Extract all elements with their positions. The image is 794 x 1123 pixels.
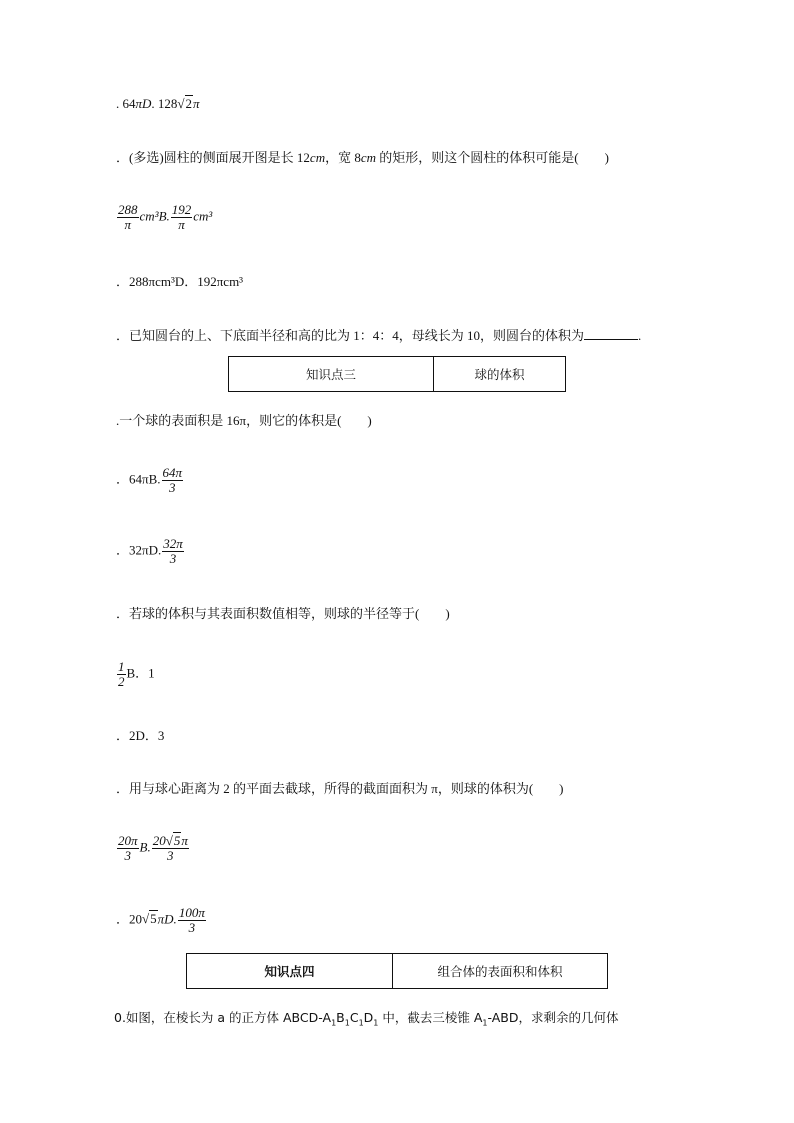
q2-text-c: 的矩形，则这个圆柱的体积可能是( ) bbox=[376, 150, 609, 165]
denominator: 3 bbox=[188, 920, 196, 935]
fraction bbox=[152, 834, 189, 863]
q7-text-a: 0.如图，在棱长为 a 的正方体 ABCD-A bbox=[114, 1010, 332, 1025]
q5-options-ab bbox=[116, 660, 155, 689]
option-prefix: . bbox=[116, 96, 120, 111]
question-6: ．用与球心距离为 2 的平面去截球，所得的截面面积为 π，则球的体积为( ) bbox=[116, 781, 564, 796]
sqrt-radical: √5 bbox=[165, 833, 181, 848]
denominator: 3 bbox=[167, 848, 174, 863]
separator: . bbox=[151, 96, 155, 111]
section-label: 知识点四 bbox=[187, 954, 393, 989]
q2-options-cd: ．288πcm³D．192πcm³ bbox=[116, 274, 244, 289]
q4-options-ab bbox=[116, 466, 184, 495]
denominator: 3 bbox=[169, 551, 177, 566]
pi-symbol: π bbox=[135, 96, 143, 111]
q2-width: 8 bbox=[354, 150, 361, 165]
option-d-coef: 128 bbox=[157, 96, 178, 111]
answer-blank[interactable] bbox=[584, 327, 638, 340]
numerator: 64π bbox=[162, 465, 183, 480]
fraction bbox=[162, 466, 184, 495]
section-topic: 组合体的表面积和体积 bbox=[393, 954, 608, 989]
pi-symbol: π bbox=[181, 833, 188, 848]
q4-options-cd bbox=[116, 537, 185, 566]
option-prefix: ．20 bbox=[116, 911, 143, 927]
q5-options-cd: ．2D．3 bbox=[116, 728, 165, 743]
q2-text-b: ，宽 bbox=[325, 150, 355, 165]
denominator: 3 bbox=[169, 480, 176, 495]
radicand: 5 bbox=[150, 911, 157, 927]
fraction bbox=[117, 660, 126, 689]
question-3 bbox=[116, 327, 641, 344]
option-prefix: ．64πB. bbox=[116, 471, 161, 487]
unit: cm³ bbox=[139, 208, 159, 224]
q7-text-c: -ABD，求剩余的几何体 bbox=[487, 1010, 619, 1025]
section-label: 知识点三 bbox=[229, 357, 434, 392]
section-topic: 球的体积 bbox=[434, 357, 566, 392]
question-4: .一个球的表面积是 16π，则它的体积是( ) bbox=[116, 413, 372, 428]
pi-symbol: π bbox=[193, 96, 200, 111]
q1-options-cd bbox=[116, 96, 200, 112]
option-c-tail: πD. bbox=[157, 911, 177, 927]
q2-length: 12 bbox=[296, 150, 310, 165]
q2-unit: cm bbox=[360, 150, 377, 165]
radicand: 2 bbox=[185, 96, 193, 111]
q6-options-ab bbox=[116, 834, 190, 863]
subscript: 1 bbox=[373, 1018, 379, 1028]
section-4-table bbox=[186, 953, 608, 989]
unit: cm³ bbox=[193, 208, 213, 224]
coef: 20 bbox=[152, 833, 166, 848]
vertex-label: C bbox=[349, 1010, 359, 1025]
numerator: 100π bbox=[178, 905, 205, 920]
numerator: 288 bbox=[118, 202, 138, 217]
q6-options-cd bbox=[116, 906, 207, 935]
subscript: 1 bbox=[331, 1018, 337, 1028]
question-5: ．若球的体积与其表面积数值相等，则球的半径等于( ) bbox=[116, 606, 450, 621]
q2-text-a: ．(多选)圆柱的侧面展开图是长 bbox=[116, 150, 297, 165]
numerator: 20π bbox=[118, 833, 138, 848]
option-d-label: D bbox=[142, 96, 152, 111]
radicand: 5 bbox=[173, 833, 181, 848]
sqrt-radical: √2 bbox=[177, 96, 193, 111]
denominator: 2 bbox=[118, 674, 125, 689]
vertex-label: B bbox=[336, 1010, 345, 1025]
fraction bbox=[117, 203, 139, 232]
numerator: 1 bbox=[118, 659, 125, 674]
denominator: π bbox=[178, 217, 185, 232]
vertex-label: D bbox=[363, 1010, 374, 1025]
option-c-value: 64 bbox=[122, 96, 136, 111]
subscript: 1 bbox=[344, 1018, 350, 1028]
question-7 bbox=[114, 1010, 618, 1032]
question-2 bbox=[116, 150, 609, 166]
q3-text: ．已知圆台的上、下底面半径和高的比为 1：4：4，母线长为 10，则圆台的体积为 bbox=[116, 328, 585, 343]
numerator: 192 bbox=[171, 202, 192, 217]
option-b: B．1 bbox=[126, 665, 155, 681]
option-b-label: B. bbox=[158, 208, 170, 224]
q2-unit: cm bbox=[309, 150, 326, 165]
subscript: 1 bbox=[482, 1018, 488, 1028]
fraction bbox=[117, 834, 139, 863]
numerator bbox=[152, 834, 189, 849]
q7-text-b: 中，截去三棱锥 A bbox=[378, 1010, 483, 1025]
option-b-label: B. bbox=[139, 839, 151, 855]
fraction bbox=[178, 906, 206, 935]
option-prefix: ．32πD. bbox=[116, 542, 162, 558]
section-3-table bbox=[228, 356, 566, 392]
subscript: 1 bbox=[358, 1018, 364, 1028]
numerator: 32π bbox=[163, 536, 183, 551]
denominator: 3 bbox=[124, 848, 131, 863]
fraction bbox=[162, 537, 184, 566]
q2-options-ab bbox=[116, 203, 212, 232]
sqrt-radical: √5 bbox=[142, 911, 157, 927]
fraction bbox=[171, 203, 193, 232]
q3-end: . bbox=[638, 328, 642, 343]
denominator: π bbox=[124, 217, 131, 232]
